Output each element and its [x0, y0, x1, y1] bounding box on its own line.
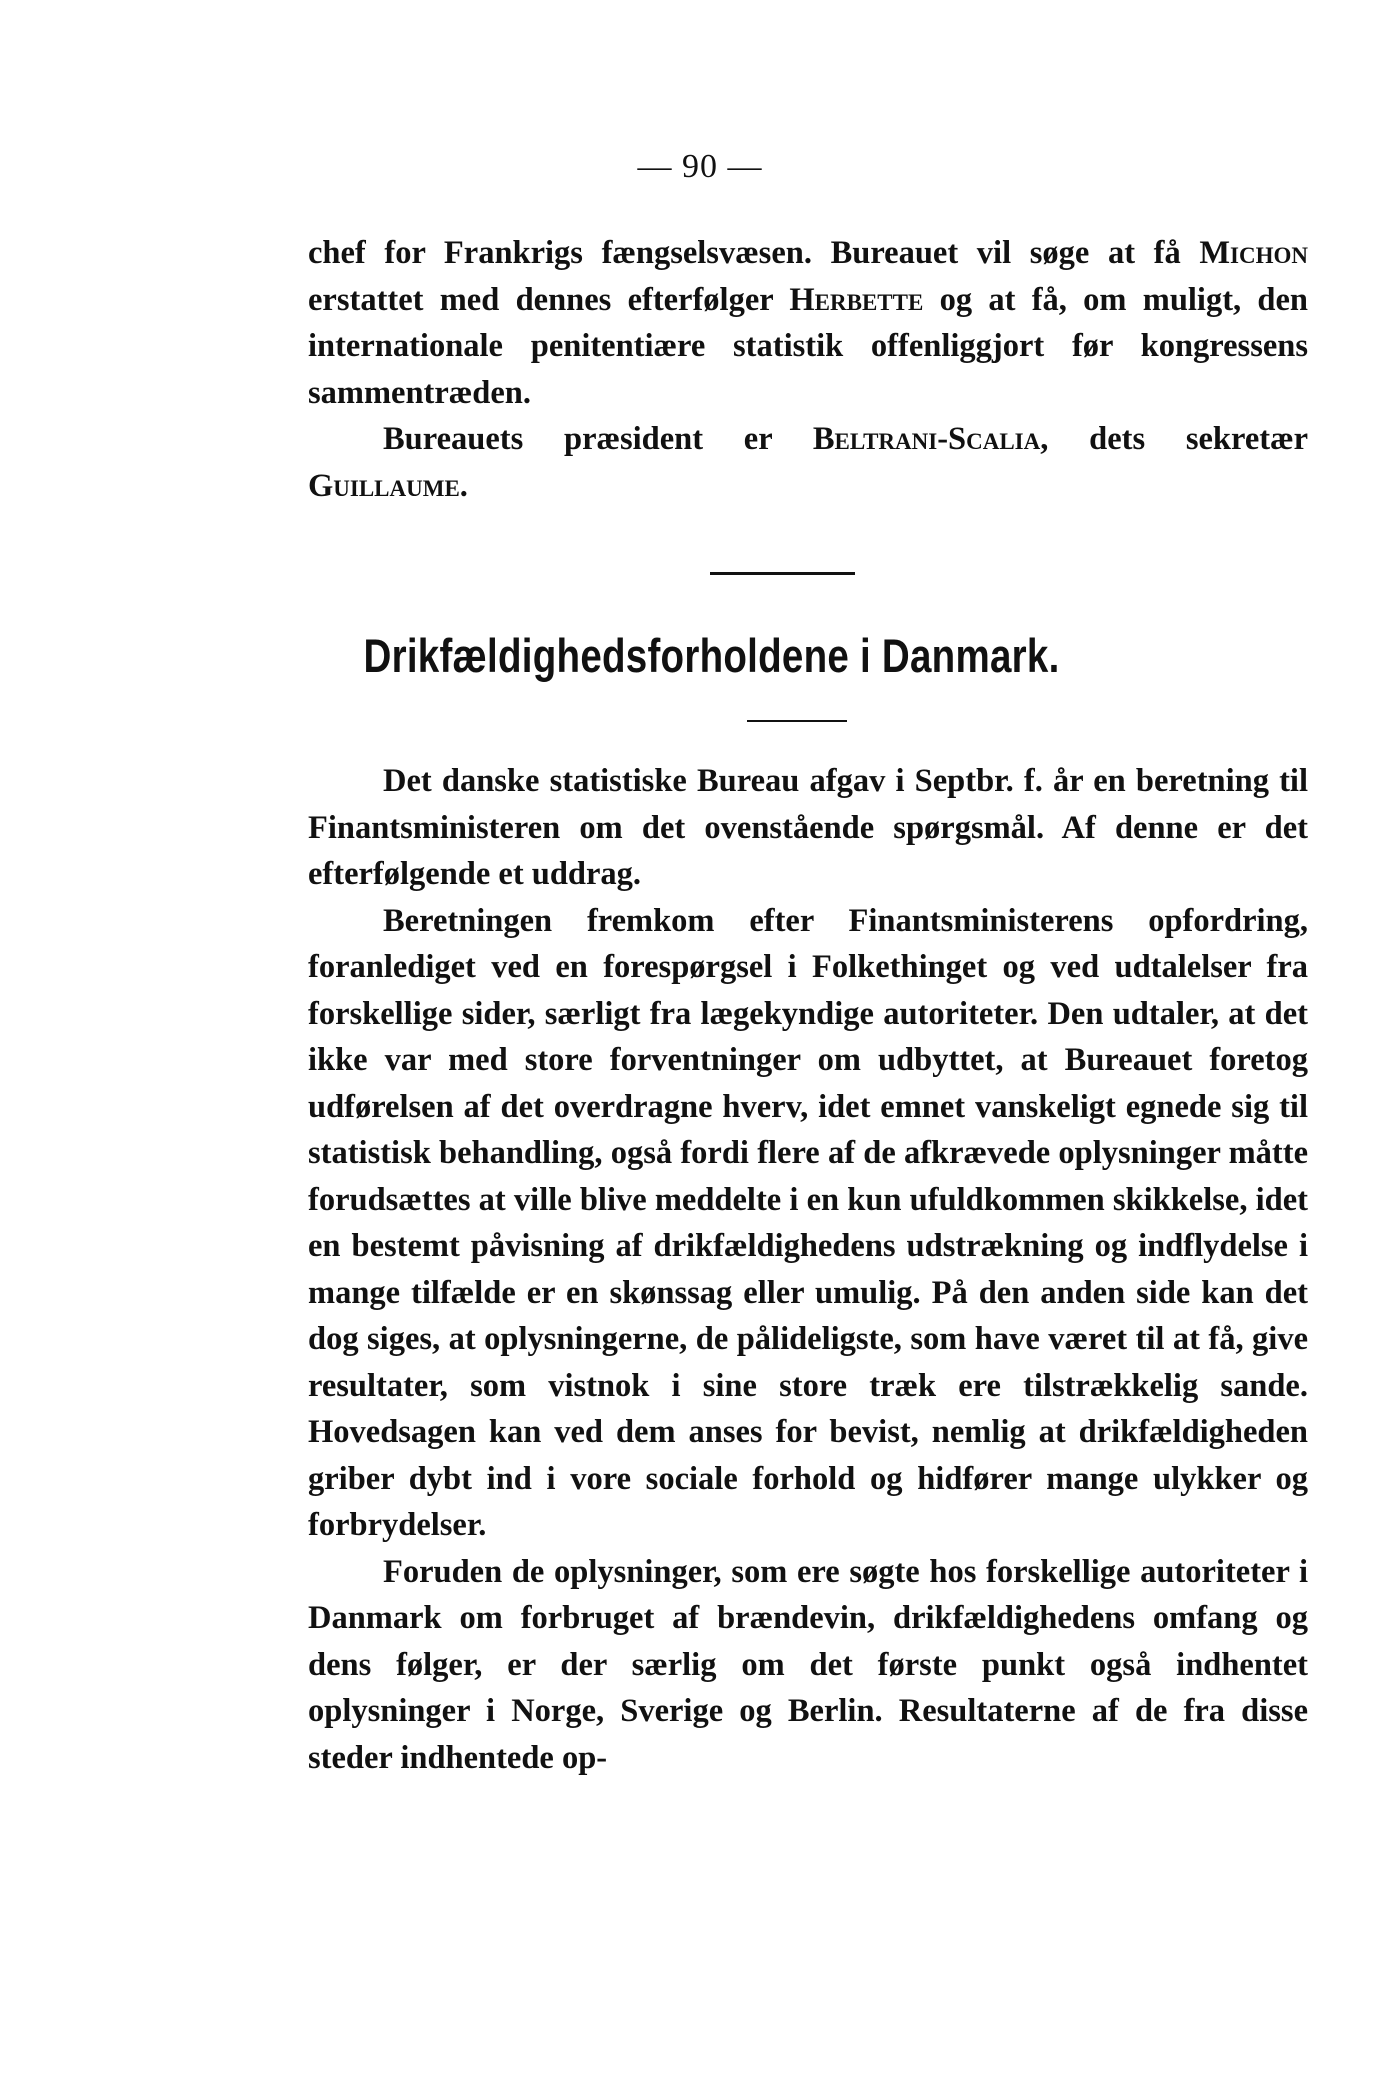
person-name: Michon	[1199, 235, 1308, 271]
section-divider-top	[710, 572, 855, 575]
body-paragraph: Foruden de oplysninger, som ere søgte hos forskellige autoriteter i Danmark om forbruget af brændevin, drikfældighedens omfang og dens følger, er der særlig om det første punkt også indhentet oplysninger i Norge, Sverige og Berlin. Resultaterne af de fra disse steder indhentede op-	[308, 1553, 1308, 1776]
section-body	[308, 758, 1308, 1781]
person-name: Herbette	[789, 281, 924, 318]
person-name: Beltrani-Scalia	[812, 421, 1041, 457]
intro-paragraph-2: Bureauets præsident er Beltrani-Scalia, dets sekretær Guillaume.	[308, 421, 1308, 504]
page-number: — 90 —	[637, 148, 763, 185]
intro-text	[308, 230, 1308, 509]
body-paragraph: Beretningen fremkom efter Finantsministerens opfordring, foranlediget ved en forespørgsel i Folkethinget og ved udtalelser fra forskellige sider, særligt fra lægekyndige autoriteter. Den udtaler, at det ikke var med store forventninger om udbyttet, at Bureauet foretog udførelsen af det overdragne hverv, idet emnet vanskeligt egnede sig til statistisk behandling, også fordi flere af de afkrævede oplysninger måtte forudsættes at ville blive meddelte i en kun ufuldkommen skikkelse, idet en bestemt påvisning af drikfældighedens udstrækning og indflydelse i mange tilfælde er en skønssag eller umulig. På den anden side kan det dog siges, at oplysningerne, de pålideligste, som have været til at få, give resultater, som vistnok i sine store træk ere tilstrækkelig sande. Hovedsagen kan ved dem anses for bevist, nemlig at drikfældigheden griber dybt ind i vore sociale forhold og hidfører mange ulykker og forbrydelser.	[308, 902, 1308, 1543]
section-divider-bottom	[747, 720, 847, 722]
person-name: Guillaume	[308, 467, 460, 504]
body-paragraph: Det danske statistiske Bureau afgav i Septbr. f. år en beretning til Finantsministeren om det ovenstående spørgsmål. Af denne er det efterfølgende et uddrag.	[308, 763, 1308, 892]
section-heading: Drikfældighedsforholdene i Danmark.	[363, 629, 1060, 682]
intro-paragraph-1: chef for Frankrigs fængselsvæsen. Bureauet vil søge at få Michon erstattet med dennes efterfølger Herbette og at få, om muligt, den internationale penitentiære statistik offenliggjort før kongressens sammentræden.	[308, 235, 1308, 411]
